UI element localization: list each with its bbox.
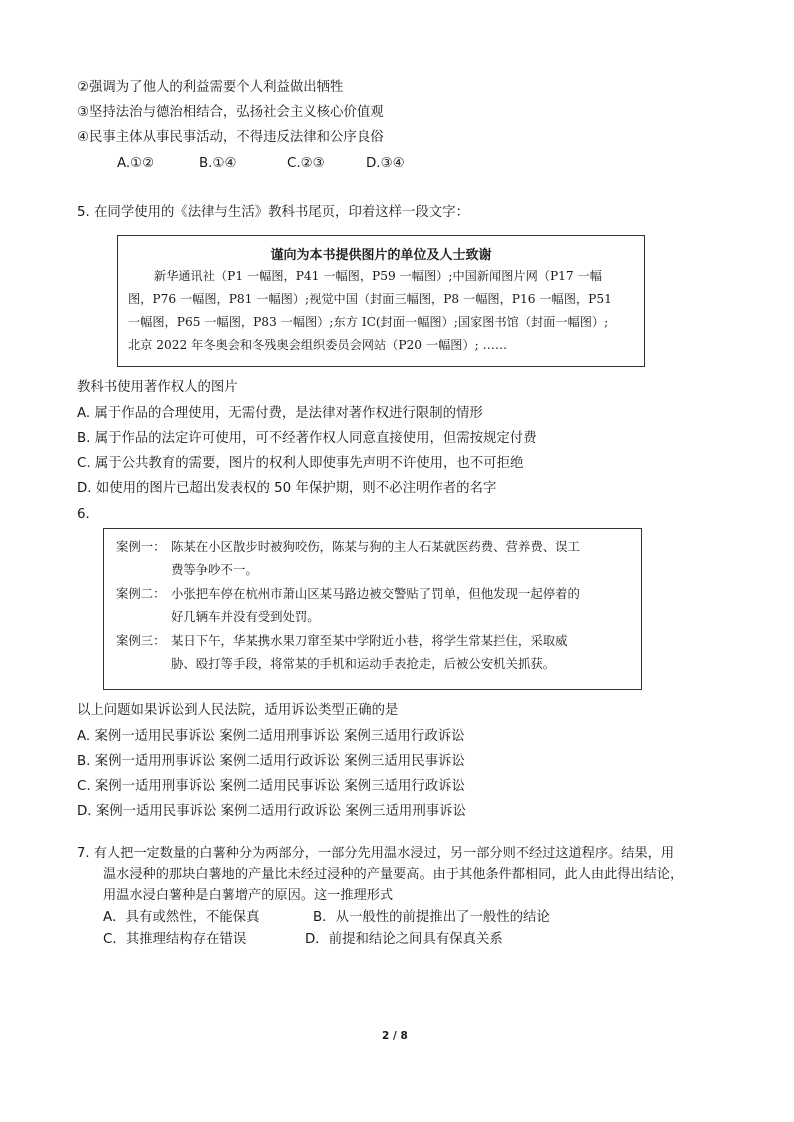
q5-question: 教科书使用著作权人的图片 xyxy=(77,380,238,395)
q6-cases-box xyxy=(103,528,642,690)
q5-box-line-2: 图，P76 一幅图，P81 一幅图）;视觉中国（封面三幅图，P8 一幅图，P16 一幅图，P51 xyxy=(128,292,612,306)
q5-box-line-4: 北京 2022 年冬奥会和冬残奥会组织委员会网站（P20 一幅图）; …… xyxy=(128,338,508,352)
q4-option-c: C.②③ xyxy=(287,156,325,171)
q5-acknowledgement-box xyxy=(117,235,645,367)
q7-option-b: B．从一般性的前提推出了一般性的结论 xyxy=(313,910,550,925)
q7-stem-line-2: 温水浸种的那块白薯地的产量比未经过浸种的产量要高。由于其他条件都相同，此人由此得出结论， xyxy=(103,867,684,882)
q6-option-a: A. 案例一适用民事诉讼 案例二适用刑事诉讼 案例三适用行政诉讼 xyxy=(77,729,465,744)
q6-case-1-line-1: 陈某在小区散步时被狗咬伤，陈某与狗的主人石某就医药费、营养费、误工 xyxy=(171,539,580,554)
q6-case-2-line-1: 小张把车停在杭州市萧山区某马路边被交警贴了罚单，但他发现一起停着的 xyxy=(171,586,580,601)
q7-stem-line-3: 用温水浸白薯种是白薯增产的原因。这一推理形式 xyxy=(103,888,394,903)
q4-option-b: B.①④ xyxy=(199,156,237,171)
q5-stem: 5. 在同学使用的《法律与生活》教科书尾页，印着这样一段文字： xyxy=(77,205,469,220)
q6-question: 以上问题如果诉讼到人民法院，适用诉讼类型正确的是 xyxy=(77,703,399,718)
q6-option-d: D. 案例一适用民事诉讼 案例二适用行政诉讼 案例三适用刑事诉讼 xyxy=(77,804,466,819)
q5-option-b: B. 属于作品的法定许可使用，可不经著作权人同意直接使用，但需按规定付费 xyxy=(77,431,537,446)
q6-option-c: C. 案例一适用刑事诉讼 案例二适用民事诉讼 案例三适用行政诉讼 xyxy=(77,779,465,794)
q7-option-a: A．具有或然性，不能保真 xyxy=(103,910,260,925)
q5-box-title: 谨向为本书提供图片的单位及人士致谢 xyxy=(270,248,492,263)
q5-option-d: D. 如使用的图片已超出发表权的 50 年保护期，则不必注明作者的名字 xyxy=(77,481,497,496)
q6-case-1-label: 案例一： xyxy=(116,539,166,554)
page-number: 2 / 8 xyxy=(382,1030,408,1042)
q4-option-a: A.①② xyxy=(117,156,155,171)
q6-number: 6. xyxy=(77,507,90,522)
q5-option-c: C. 属于公共教育的需要，图片的权利人即使事先声明不许使用，也不可拒绝 xyxy=(77,456,524,471)
q7-option-d: D．前提和结论之间具有保真关系 xyxy=(305,932,503,947)
q6-case-1-line-2: 费等争吵不一。 xyxy=(171,562,258,577)
q6-case-2-line-2: 好几辆车并没有受到处罚。 xyxy=(171,609,320,624)
q5-option-a: A. 属于作品的合理使用，无需付费，是法律对著作权进行限制的情形 xyxy=(77,406,483,421)
q4-option-d: D.③④ xyxy=(366,156,405,171)
statement-2: ②强调为了他人的利益需要个人利益做出牺牲 xyxy=(77,80,344,95)
q7-stem-line-1: 7. 有人把一定数量的白薯种分为两部分，一部分先用温水浸过，另一部分则不经过这道程序。结果，用 xyxy=(77,846,675,861)
q6-case-3-line-2: 胁、殴打等手段，将常某的手机和运动手表抢走，后被公安机关抓获。 xyxy=(171,656,556,671)
q6-case-3-line-1: 某日下午，华某携水果刀窜至某中学附近小巷，将学生常某拦住，采取威 xyxy=(171,633,568,648)
statement-4: ④民事主体从事民事活动，不得违反法律和公序良俗 xyxy=(77,130,384,145)
q7-option-c: C．其推理结构存在错误 xyxy=(103,932,247,947)
q5-box-line-1: 新华通讯社（P1 一幅图，P41 一幅图，P59 一幅图）;中国新闻图片网（P17 一幅 xyxy=(154,269,602,283)
q6-case-2-label: 案例二： xyxy=(116,586,166,601)
q6-option-b: B. 案例一适用刑事诉讼 案例二适用行政诉讼 案例三适用民事诉讼 xyxy=(77,754,465,769)
statement-3: ③坚持法治与德治相结合，弘扬社会主义核心价值观 xyxy=(77,105,384,120)
q5-box-line-3: 一幅图，P65 一幅图，P83 一幅图）;东方 IC(封面一幅图）;国家图书馆（封面一幅图）; xyxy=(128,315,609,329)
q6-case-3-label: 案例三： xyxy=(116,633,166,648)
